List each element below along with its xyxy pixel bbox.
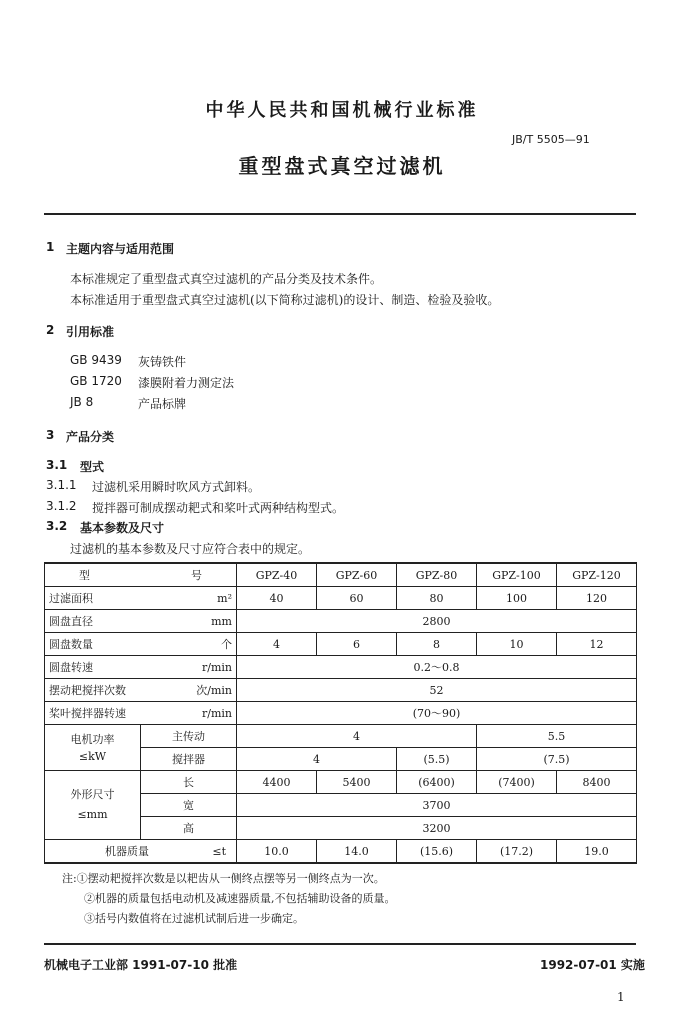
section-3-2-text: 过滤机的基本参数及尺寸应符合表中的规定。 xyxy=(70,542,311,556)
value-cell: 2800 xyxy=(237,610,637,633)
dimensions-label: 外形尺寸 xyxy=(70,788,115,801)
sub-label: 宽 xyxy=(141,794,237,817)
value-cell: 40 xyxy=(237,587,317,610)
sub-label: 搅拌器 xyxy=(141,748,237,771)
value-cell: 14.0 xyxy=(317,840,397,864)
table-note-1: 注:①摆动耙搅拌次数是以耙齿从一侧终点摆等另一侧终点为一次。 xyxy=(62,872,385,885)
model-cell: GPZ-120 xyxy=(557,563,637,587)
value-cell: 4400 xyxy=(237,771,317,794)
section-3-1-heading: 型式 xyxy=(80,460,105,474)
value-cell: 60 xyxy=(317,587,397,610)
sub-label: 高 xyxy=(141,817,237,840)
value-cell: 3200 xyxy=(237,817,637,840)
row-unit: 个 xyxy=(221,638,232,651)
section-3-2-heading: 基本参数及尺寸 xyxy=(80,521,165,535)
header-label: 号 xyxy=(191,569,202,582)
table-row xyxy=(45,840,637,864)
value-cell: 0.2～0.8 xyxy=(237,656,637,679)
value-cell: 4 xyxy=(237,748,397,771)
table-note-3: ③括号内数值将在过滤机试制后进一步确定。 xyxy=(84,912,304,925)
value-cell: 5.5 xyxy=(477,725,637,748)
value-cell: (70～90) xyxy=(237,702,637,725)
section-1-para-2: 本标准适用于重型盘式真空过滤机(以下简称过滤机)的设计、制造、检验及验收。 xyxy=(70,293,500,307)
row-label: 桨叶搅拌器转速 xyxy=(49,707,126,720)
value-cell: 19.0 xyxy=(557,840,637,864)
row-label: 圆盘直径 xyxy=(49,615,93,628)
section-3-1-2-text: 搅拌器可制成摆动耙式和桨叶式两种结构型式。 xyxy=(92,501,345,515)
table-note-2: ②机器的质量包括电动机及减速器质量,不包括辅助设备的质量。 xyxy=(84,892,396,905)
row-label: 过滤面积 xyxy=(49,592,93,605)
value-cell: 10.0 xyxy=(237,840,317,864)
section-3-1-2-number: 3.1.2 xyxy=(46,499,77,513)
value-cell: 8400 xyxy=(557,771,637,794)
value-cell: (6400) xyxy=(397,771,477,794)
table-row xyxy=(45,679,637,702)
value-cell: (7.5) xyxy=(477,748,637,771)
value-cell: (7400) xyxy=(477,771,557,794)
row-label: 摆动耙搅拌次数 xyxy=(49,684,126,697)
value-cell: 12 xyxy=(557,633,637,656)
document-title: 重型盘式真空过滤机 xyxy=(238,154,446,178)
row-unit: 次/min xyxy=(196,684,232,697)
row-unit: m² xyxy=(217,591,232,605)
value-cell: 80 xyxy=(397,587,477,610)
table-row xyxy=(45,725,637,748)
ref-code: JB 8 xyxy=(70,395,94,409)
value-cell: 4 xyxy=(237,725,477,748)
page-number: 1 xyxy=(617,990,625,1004)
sub-label: 长 xyxy=(141,771,237,794)
standard-code: JB/T 5505—91 xyxy=(512,133,590,146)
model-cell: GPZ-40 xyxy=(237,563,317,587)
ref-code: GB 1720 xyxy=(70,374,122,388)
header-label: 型 xyxy=(79,569,90,582)
table-row xyxy=(45,610,637,633)
value-cell: 10 xyxy=(477,633,557,656)
value-cell: 8 xyxy=(397,633,477,656)
footer-rule xyxy=(44,943,636,945)
value-cell: 52 xyxy=(237,679,637,702)
row-unit: ≤t xyxy=(212,844,226,858)
sub-label: 主传动 xyxy=(141,725,237,748)
row-unit: r/min xyxy=(202,706,232,720)
table-row xyxy=(45,771,637,794)
ref-name: 漆膜附着力测定法 xyxy=(138,376,235,390)
ref-name: 产品标牌 xyxy=(138,397,187,411)
section-3-1-1-number: 3.1.1 xyxy=(46,478,77,492)
dimensions-unit: ≤mm xyxy=(77,808,108,821)
table-header-row xyxy=(45,563,637,587)
section-1-heading: 主题内容与适用范围 xyxy=(66,242,175,256)
model-cell: GPZ-60 xyxy=(317,563,397,587)
model-cell: GPZ-80 xyxy=(397,563,477,587)
value-cell: (15.6) xyxy=(397,840,477,864)
section-3-1-number: 3.1 xyxy=(46,458,68,472)
value-cell: 4 xyxy=(237,633,317,656)
parameters-table xyxy=(44,562,637,864)
row-label: 圆盘转速 xyxy=(49,661,93,674)
header-rule xyxy=(44,213,636,215)
table-row xyxy=(45,656,637,679)
section-3-heading: 产品分类 xyxy=(66,430,115,444)
row-label: 圆盘数量 xyxy=(49,638,93,651)
approval-line: 机械电子工业部 1991-07-10 批准 xyxy=(44,958,238,972)
table-row xyxy=(45,633,637,656)
standard-organization: 中华人民共和国机械行业标准 xyxy=(205,100,479,121)
section-1-para-1: 本标准规定了重型盘式真空过滤机的产品分类及技术条件。 xyxy=(70,272,383,286)
value-cell: 120 xyxy=(557,587,637,610)
section-3-number: 3 xyxy=(46,428,55,442)
value-cell: (17.2) xyxy=(477,840,557,864)
row-unit: mm xyxy=(211,614,232,628)
value-cell: 3700 xyxy=(237,794,637,817)
section-1-number: 1 xyxy=(46,240,55,254)
row-label: 机器质量 xyxy=(105,845,149,858)
motor-power-label: 电机功率 xyxy=(70,732,115,746)
ref-name: 灰铸铁件 xyxy=(138,355,187,369)
section-3-1-1-text: 过滤机采用瞬时吹风方式卸料。 xyxy=(92,480,261,494)
value-cell: (5.5) xyxy=(397,748,477,771)
implementation-date: 1992-07-01 实施 xyxy=(540,958,645,972)
table-row xyxy=(45,702,637,725)
value-cell: 6 xyxy=(317,633,397,656)
row-unit: r/min xyxy=(202,660,232,674)
table-row xyxy=(45,587,637,610)
section-2-heading: 引用标准 xyxy=(66,325,115,339)
motor-power-unit: ≤kW xyxy=(78,749,107,763)
value-cell: 5400 xyxy=(317,771,397,794)
section-2-number: 2 xyxy=(46,323,55,337)
model-cell: GPZ-100 xyxy=(477,563,557,587)
value-cell: 100 xyxy=(477,587,557,610)
ref-code: GB 9439 xyxy=(70,353,122,367)
section-3-2-number: 3.2 xyxy=(46,519,68,533)
